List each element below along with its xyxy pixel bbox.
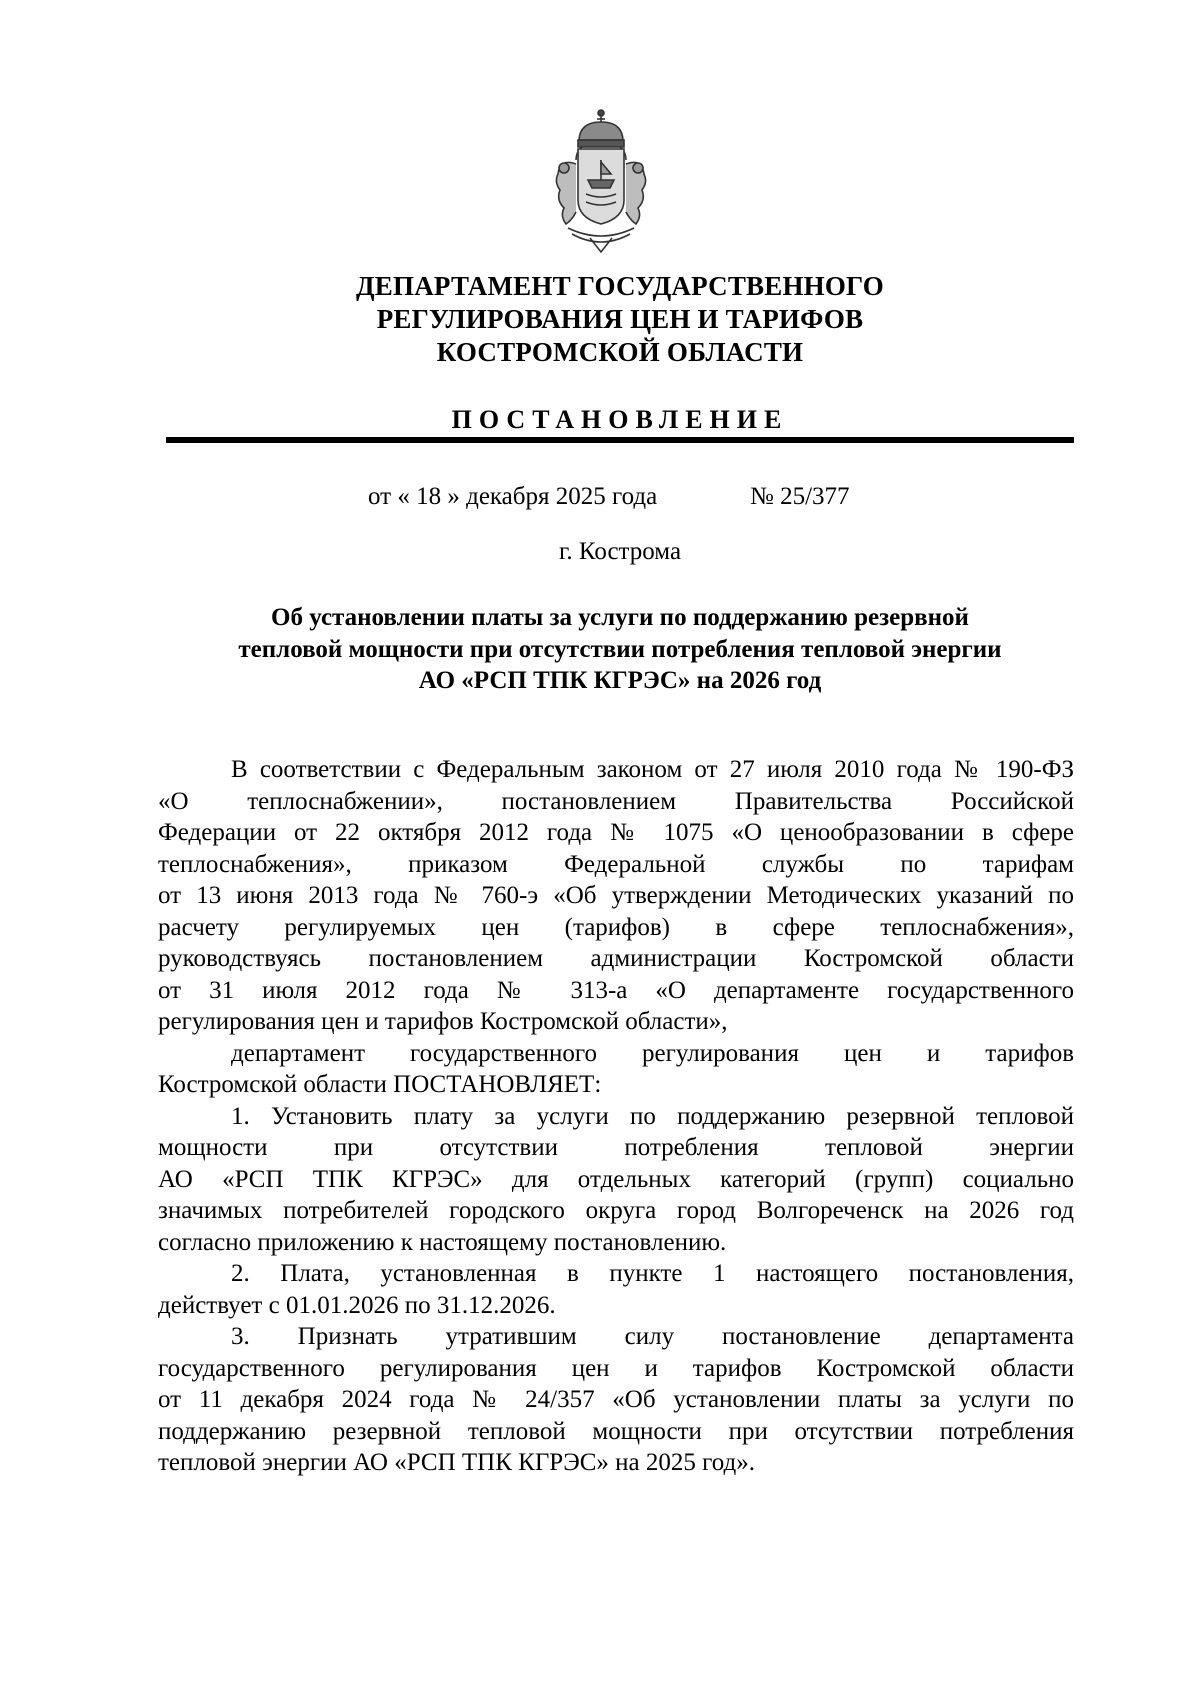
body-line: от 13 июня 2013 года № 760-э «Об утверждении Методических указаний по bbox=[158, 882, 1074, 909]
body-line: от 31 июля 2012 года № 313-а «О департаменте государственного bbox=[158, 976, 1074, 1004]
coat-of-arms-kostroma-icon bbox=[546, 108, 656, 254]
body-line: значимых потребителей городского округа город Волгореченск на 2026 год bbox=[158, 1197, 1074, 1224]
body-line: теплоснабжения», приказом Федеральной службы по тарифам bbox=[158, 850, 1074, 878]
body-line: мощности при отсутствии потребления тепловой энергии bbox=[158, 1134, 1074, 1161]
body-line: Федерации от 22 октября 2012 года № 1075 «О ценообразовании в сфере bbox=[158, 819, 1074, 846]
body-line: департамент государственного регулирования цен и тарифов bbox=[231, 1039, 1074, 1067]
document-city: г. Кострома bbox=[558, 538, 682, 565]
body-line: Костромской области ПОСТАНОВЛЯЕТ: bbox=[158, 1071, 602, 1098]
body-line: АО «РСП ТПК КГРЭС» для отдельных категорий (групп) социально bbox=[158, 1165, 1074, 1193]
body-line: действует с 01.01.2026 по 31.12.2026. bbox=[158, 1291, 556, 1319]
body-line: «О теплоснабжении», постановлением Правительства Российской bbox=[158, 787, 1074, 815]
header-divider bbox=[166, 437, 1074, 443]
body-line: регулирования цен и тарифов Костромской области», bbox=[158, 1008, 728, 1035]
org-line-2: РЕГУЛИРОВАНИЯ ЦЕН И ТАРИФОВ bbox=[376, 304, 864, 334]
document-date: от « 18 » декабря 2025 года bbox=[368, 483, 658, 510]
subject-line: АО «РСП ТПК КГРЭС» на 2026 год bbox=[418, 667, 822, 694]
body-line: В соответствии с Федеральным законом от 27 июля 2010 года № 190-ФЗ bbox=[231, 756, 1074, 783]
document-type-heading: ПОСТАНОВЛЕНИЕ bbox=[451, 405, 789, 434]
document-number: № 25/377 bbox=[750, 483, 850, 510]
body-line: поддержанию резервной тепловой мощности при отсутствии потребления bbox=[158, 1417, 1074, 1445]
body-line: 2. Плата, установленная в пункте 1 настоящего постановления, bbox=[231, 1260, 1074, 1287]
body-line: государственного регулирования цен и тарифов Костромской области bbox=[158, 1354, 1074, 1382]
body-line: от 11 декабря 2024 года № 24/357 «Об установлении платы за услуги по bbox=[158, 1386, 1074, 1413]
body-line: руководствуясь постановлением администрации Костромской области bbox=[158, 945, 1074, 972]
document-subject bbox=[150, 602, 1090, 697]
body-line: согласно приложению к настоящему постановлению. bbox=[158, 1228, 727, 1256]
body-line: тепловой энергии АО «РСП ТПК КГРЭС» на 2025 год». bbox=[158, 1449, 755, 1476]
org-line-3: КОСТРОМСКОЙ ОБЛАСТИ bbox=[436, 337, 804, 367]
body-line: 1. Установить плату за услуги по поддержанию резервной тепловой bbox=[231, 1102, 1074, 1130]
subject-line: тепловой мощности при отсутствии потребления тепловой энергии bbox=[238, 635, 1002, 663]
subject-line: Об установлении платы за услуги по поддержанию резервной bbox=[271, 604, 969, 631]
org-line-1: ДЕПАРТАМЕНТ ГОСУДАРСТВЕННОГО bbox=[356, 271, 884, 301]
organization-name bbox=[150, 270, 1090, 369]
body-line: 3. Признать утратившим силу постановление департамента bbox=[231, 1323, 1074, 1350]
body-line: расчету регулируемых цен (тарифов) в сфере теплоснабжения», bbox=[158, 913, 1074, 941]
document-body bbox=[158, 754, 1074, 1479]
